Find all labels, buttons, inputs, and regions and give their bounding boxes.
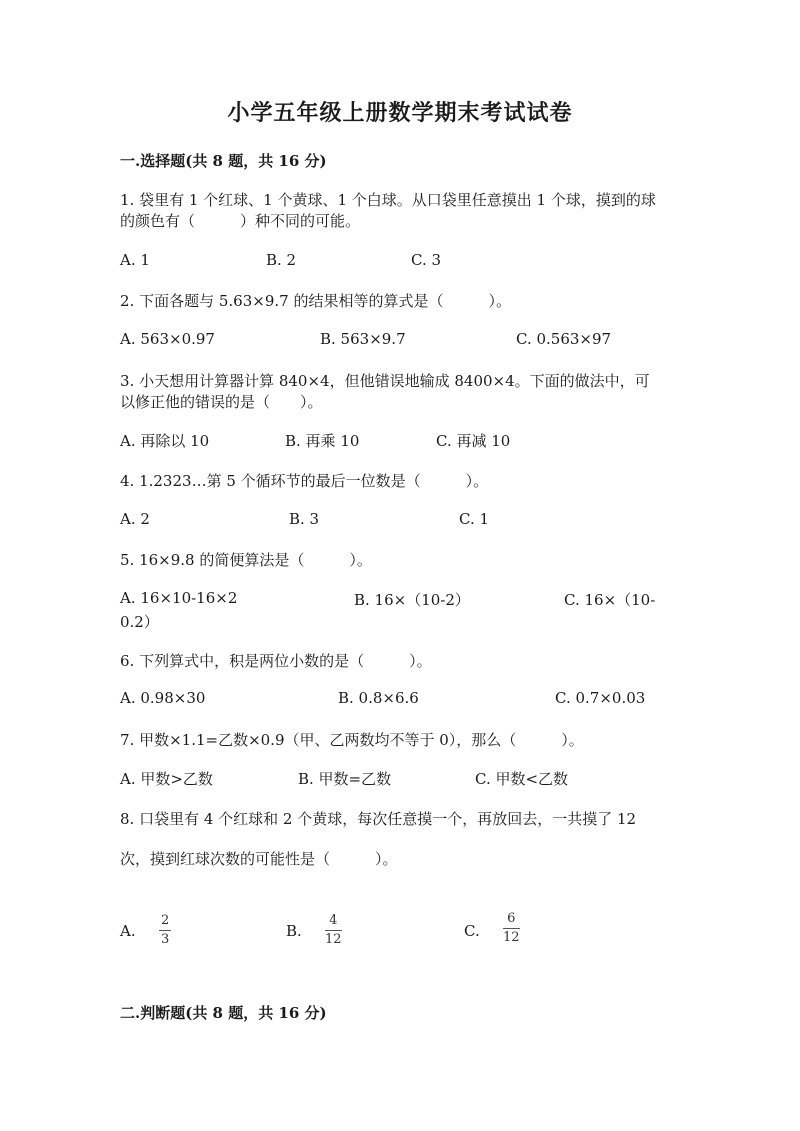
section-title-judgement: 二.判断题(共 8 题，共 16 分) [120, 1004, 327, 1022]
q8-option-b-fraction [325, 914, 342, 947]
q5-option-c-continued: 0.2） [120, 613, 159, 631]
q8-option-a-label: A. [120, 922, 136, 940]
question-3-line-2: 以修正他的错误的是（ ）。 [120, 393, 323, 411]
q2-option-b: B. 563×9.7 [320, 330, 406, 348]
q3-option-a: A. 再除以 10 [120, 432, 210, 450]
q6-option-b: B. 0.8×6.6 [338, 689, 419, 707]
q8-option-c-label: C. [464, 922, 480, 940]
section-title-choice: 一.选择题(共 8 题，共 16 分) [120, 152, 327, 170]
question-7-line-1: 7. 甲数×1.1=乙数×0.9（甲、乙两数均不等于 0），那么（ ）。 [120, 731, 584, 749]
q5-option-a: A. 16×10-16×2 [120, 589, 238, 607]
q1-option-a: A. 1 [120, 251, 150, 269]
fraction-denominator: 3 [161, 932, 170, 947]
question-1-line-1: 1. 袋里有 1 个红球、1 个黄球、1 个白球。从口袋里任意摸出 1 个球，摸到的球 [120, 191, 656, 209]
page-title: 小学五年级上册数学期末考试试卷 [227, 100, 573, 126]
q3-option-b: B. 再乘 10 [285, 432, 360, 450]
q6-option-a: A. 0.98×30 [120, 689, 206, 707]
q4-option-a: A. 2 [120, 510, 150, 528]
q4-option-b: B. 3 [289, 510, 320, 528]
q4-option-c: C. 1 [459, 510, 490, 528]
question-3-line-1: 3. 小天想用计算器计算 840×4，但他错误地输成 8400×4。下面的做法中，可 [120, 372, 650, 390]
q5-option-c: C. 16×（10- [564, 591, 656, 609]
q3-option-c: C. 再减 10 [436, 432, 511, 450]
q5-option-b: B. 16×（10-2） [354, 591, 470, 609]
question-8-line-2: 次，摸到红球次数的可能性是（ ）。 [120, 850, 398, 868]
q6-option-c: C. 0.7×0.03 [555, 689, 646, 707]
fraction-numerator: 2 [161, 913, 170, 928]
q1-option-b: B. 2 [266, 251, 297, 269]
question-5-line-1: 5. 16×9.8 的简便算法是（ ）。 [120, 551, 372, 569]
question-6-line-1: 6. 下列算式中，积是两位小数的是（ ）。 [120, 652, 432, 670]
q8-option-b-label: B. [286, 922, 302, 940]
fraction-denominator: 12 [503, 930, 520, 945]
fraction-numerator: 6 [507, 911, 516, 926]
question-8-line-1: 8. 口袋里有 4 个红球和 2 个黄球，每次任意摸一个，再放回去，一共摸了 12 [120, 810, 637, 828]
question-4-line-1: 4. 1.2323…第 5 个循环节的最后一位数是（ ）。 [120, 472, 489, 490]
question-1-line-2: 的颜色有（ ）种不同的可能。 [120, 212, 361, 230]
q2-option-a: A. 563×0.97 [120, 330, 215, 348]
fraction-numerator: 4 [329, 913, 338, 928]
q8-option-c-fraction [503, 912, 520, 945]
q7-option-a: A. 甲数>乙数 [120, 770, 213, 788]
q7-option-c: C. 甲数<乙数 [475, 770, 569, 788]
q7-option-b: B. 甲数=乙数 [298, 770, 392, 788]
q8-option-a-fraction [159, 914, 171, 947]
q2-option-c: C. 0.563×97 [516, 330, 612, 348]
fraction-denominator: 12 [325, 932, 342, 947]
q1-option-c: C. 3 [411, 251, 442, 269]
question-2-line-1: 2. 下面各题与 5.63×9.7 的结果相等的算式是（ ）。 [120, 292, 511, 310]
